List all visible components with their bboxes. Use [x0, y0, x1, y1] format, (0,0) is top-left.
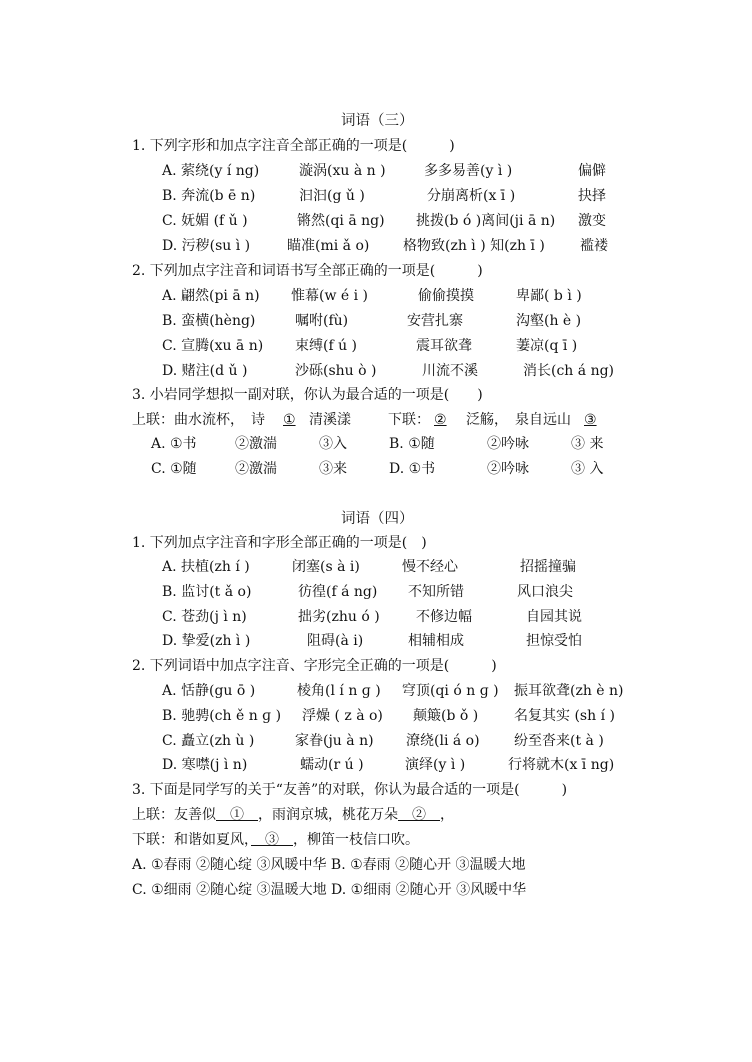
s4-q3-blank-3: ③: [251, 832, 293, 848]
document-page: 词语（三） 1. 下列字形和加点字注音全部正确的一项是( ) A. 萦绕(y í ng) 漩涡(xu à n ) 多多易善(y ì ) 偏僻 B. 奔流(b ē n) 汩汩(g ǔ ) 分崩离析(x ī ) 抉择 C. 妩媚 (f ǔ ) 锵然(qi ā ng) 挑拨(b ó )离间(ji ā n) 激变 D. 污秽(su ì ) 瞄准(mi ǎ o) 格物致(zh ì ) 知(zh ī ) 褴褛 2. 下列加点字注音和词语书写全部正确的一项是( ) A. 翩然(pi ā n) 惟幕(w é i ) 偷偷摸摸 卑鄙( b ì ) B. 蛮横(hèng) 嘱咐(fù) 安营扎寨 沟壑(h è ) C. 宣腾(xu ā n) 束缚(f ú ) 震耳欲聋 萋凉(q ī ) D. 赌注(d ǔ ) 沙砾(shu ò ) 川流不溪 消长(ch á ng) 3. 小岩同学想拟一副对联，你认为最合适的一项是( ) 上联：曲水流杯， 诗 ① 清溪漾 下联： ② 泛觞， 泉自远山 ③ A. ①书 ②激湍 ③入 B. ①随 ②吟咏 ③ 来 C. ①随 ②激湍 ③来 D. ①书 ②吟咏 ③ 入 词语（四） 1. 下列加点字注音和字形全部正确的一项是( ) A. 扶植(zh í ) 闭塞(s à i) 慢不经心 招摇撞骗 B. 监讨(t ǎ o) 彷徨(f á ng) 不知所错 风口浪尖 C. 苍劲(j ì n) 拙劣(zhu ó ) 不修边幅 自园其说 D. 挚爱(zh ì ) 阻碍(à i) 相辅相成 担惊受怕 2. 下列词语中加点字注音、字形完全正确的一项是( ) A. 恬静(gu ō ) 棱角(l í n ɡ ) 穹顶(qi ó n ɡ ) 振耳欲聋(zh è n) B. 驰骋(ch ě n ɡ ) 浮燥 ( z à o) 颠簸(b ǒ ) 名复其实 (sh í ) C. 矗立(zh ù ) 家眷(ju à n) 潦绕(li á o) 纷至沓来(t à ) D. 寒噤(j ì n) 蠕动(r ú ) 演绎(y ì ) 行将就木(x ī ng) 3. 下面是同学写的关于“友善”的对联，你认为最合适的一项是( ) 上联：友善似 ① ，雨润京城，桃花万朵 ② ， 下联：和谐如夏风， ③ ，柳笛一枝信口吹。 A. ①春雨 ②随心绽 ③风暖中华 B. ①春雨 ②随心开 ③温暖大地 C. ①细雨 ②随心绽 ③温暖大地 D. ①细雨 ②随心开 ③风暖中华: [132, 113, 624, 898]
s4-q3-upper-couplet: 上联：友善似 ① ，雨润京城，桃花万朵 ② ，: [132, 807, 454, 823]
s3-q3-stem: 3. 小岩同学想拟一副对联，你认为最合适的一项是( ): [132, 387, 483, 403]
s4-q3-blank-2: ②: [398, 807, 440, 823]
section-3-title: 词语（三）: [341, 113, 414, 129]
s4-q3-option-cd: C. ①细雨 ②随心绽 ③温暖大地 D. ①细雨 ②随心开 ③风暖中华: [132, 882, 527, 898]
s3-q3-blank-1: ①: [283, 412, 296, 428]
s3-q3-blank-2: ②: [434, 412, 447, 428]
s3-q1-stem: 1. 下列字形和加点字注音全部正确的一项是( ): [132, 138, 455, 154]
s4-q3-lower-couplet: 下联：和谐如夏风， ③ ，柳笛一枝信口吹。: [132, 832, 419, 848]
s3-q3-blank-3: ③: [584, 412, 597, 428]
section-4-title: 词语（四）: [341, 511, 414, 527]
s4-q1-stem: 1. 下列加点字注音和字形全部正确的一项是( ): [132, 535, 427, 551]
s4-q2-stem: 2. 下列词语中加点字注音、字形完全正确的一项是( ): [132, 658, 497, 674]
s4-q3-blank-1: ①: [216, 807, 258, 823]
s4-q3-option-ab: A. ①春雨 ②随心绽 ③风暖中华 B. ①春雨 ②随心开 ③温暖大地: [132, 857, 526, 873]
s4-q3-stem: 3. 下面是同学写的关于“友善”的对联，你认为最合适的一项是( ): [132, 782, 568, 798]
s3-q2-stem: 2. 下列加点字注音和词语书写全部正确的一项是( ): [132, 263, 483, 279]
